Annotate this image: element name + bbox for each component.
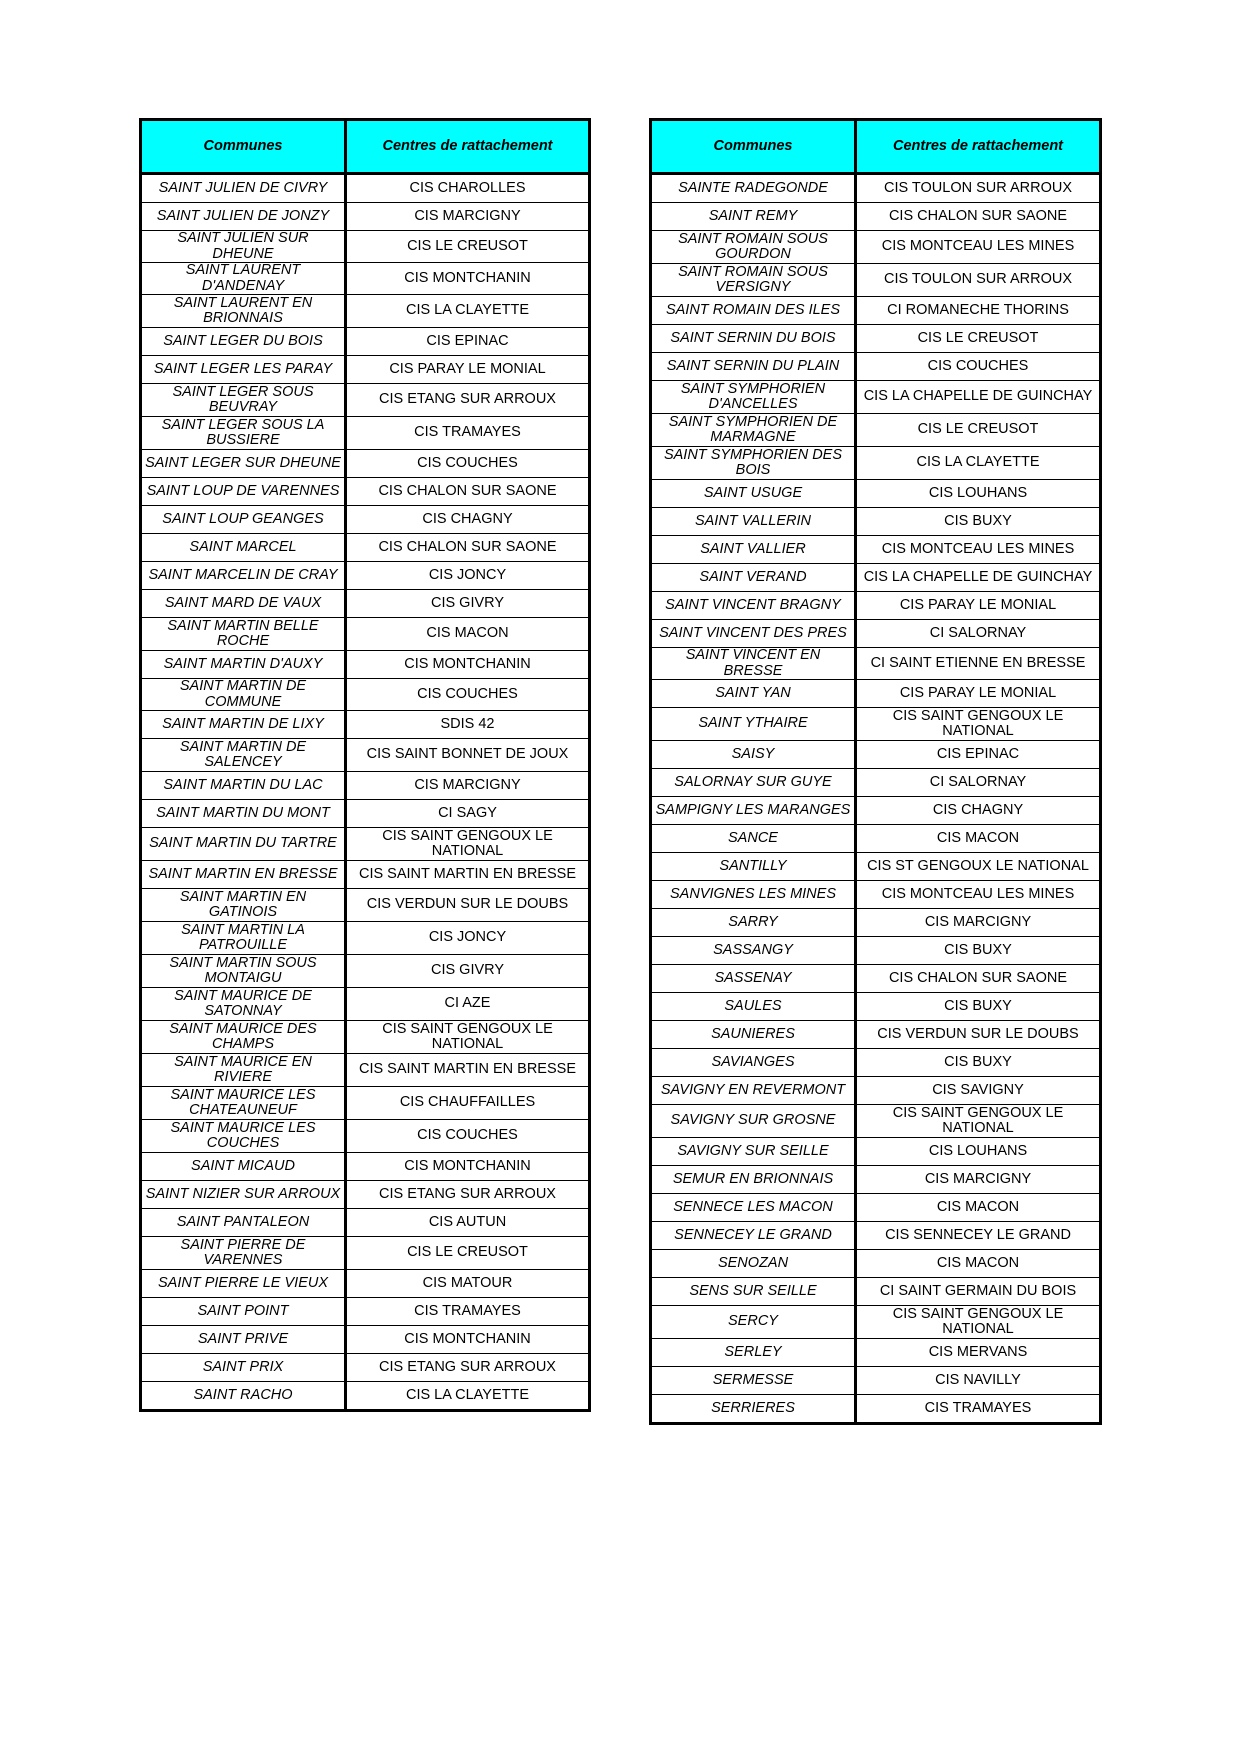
- commune-cell: SANTILLY: [651, 853, 856, 881]
- table-row: [651, 231, 1101, 264]
- centre-cell: CI SAINT GERMAIN DU BOIS: [856, 1278, 1101, 1306]
- centre-cell: CIS LE CREUSOT: [346, 1237, 590, 1270]
- table-row: [651, 174, 1101, 203]
- centre-cell: CIS SAINT GENGOUX LE NATIONAL: [856, 1306, 1101, 1339]
- table-row: [651, 414, 1101, 447]
- centre-cell: CIS COUCHES: [346, 450, 590, 478]
- commune-cell: SALORNAY SUR GUYE: [651, 769, 856, 797]
- table-row: [651, 825, 1101, 853]
- centre-cell: CIS TOULON SUR ARROUX: [856, 264, 1101, 297]
- table-row: [651, 381, 1101, 414]
- table-body-left: [141, 174, 590, 1411]
- centre-cell: CIS SAINT MARTIN EN BRESSE: [346, 861, 590, 889]
- commune-cell: SAINT MARCEL: [141, 534, 346, 562]
- commune-cell: SAINT MARTIN EN GATINOIS: [141, 889, 346, 922]
- commune-cell: SAINT YTHAIRE: [651, 708, 856, 741]
- commune-cell: SANVIGNES LES MINES: [651, 881, 856, 909]
- commune-cell: SAINT MAURICE LES COUCHES: [141, 1120, 346, 1153]
- centre-cell: CIS TRAMAYES: [346, 417, 590, 450]
- centre-cell: CIS MACON: [856, 825, 1101, 853]
- table-row: [141, 1054, 590, 1087]
- table-row: [141, 263, 590, 295]
- table-row: [651, 203, 1101, 231]
- centre-cell: CIS MERVANS: [856, 1339, 1101, 1367]
- centre-cell: CIS TRAMAYES: [856, 1395, 1101, 1424]
- table-row: [651, 264, 1101, 297]
- table-row: [141, 800, 590, 828]
- centre-cell: CIS ETANG SUR ARROUX: [346, 1354, 590, 1382]
- table-row: [141, 772, 590, 800]
- commune-cell: SAINT MARTIN DU TARTRE: [141, 828, 346, 861]
- commune-cell: SAINT LEGER LES PARAY: [141, 356, 346, 384]
- table-row: [141, 988, 590, 1021]
- centre-cell: CIS LA CHAPELLE DE GUINCHAY: [856, 381, 1101, 414]
- centre-cell: CIS SAINT GENGOUX LE NATIONAL: [856, 708, 1101, 741]
- centre-cell: CIS PARAY LE MONIAL: [346, 356, 590, 384]
- table-row: [651, 1339, 1101, 1367]
- table-row: [141, 1087, 590, 1120]
- centre-cell: CI AZE: [346, 988, 590, 1021]
- commune-cell: SAINT JULIEN DE CIVRY: [141, 174, 346, 203]
- commune-cell: SAINT PIERRE DE VARENNES: [141, 1237, 346, 1270]
- commune-cell: SAINT MARTIN SOUS MONTAIGU: [141, 955, 346, 988]
- commune-cell: SERRIERES: [651, 1395, 856, 1424]
- centre-cell: CIS LE CREUSOT: [856, 325, 1101, 353]
- commune-cell: SAUNIERES: [651, 1021, 856, 1049]
- table-row: [141, 590, 590, 618]
- centre-cell: CIS SAINT GENGOUX LE NATIONAL: [346, 1021, 590, 1054]
- centre-cell: CIS COUCHES: [346, 1120, 590, 1153]
- commune-cell: SASSANGY: [651, 937, 856, 965]
- commune-cell: SAINT MARTIN DU LAC: [141, 772, 346, 800]
- commune-cell: SAVIGNY EN REVERMONT: [651, 1077, 856, 1105]
- table-row: [651, 881, 1101, 909]
- centre-cell: CIS SENNECEY LE GRAND: [856, 1222, 1101, 1250]
- commune-cell: SAINT VINCENT DES PRES: [651, 620, 856, 648]
- commune-cell: SAISY: [651, 741, 856, 769]
- centre-cell: CI SALORNAY: [856, 620, 1101, 648]
- table-row: [141, 174, 590, 203]
- centre-cell: SDIS 42: [346, 711, 590, 739]
- centre-cell: CIS MONTCEAU LES MINES: [856, 536, 1101, 564]
- commune-cell: SAINT YAN: [651, 680, 856, 708]
- commune-cell: SAMPIGNY LES MARANGES: [651, 797, 856, 825]
- table-row: [141, 1237, 590, 1270]
- centre-cell: CIS JONCY: [346, 922, 590, 955]
- centre-cell: CIS PARAY LE MONIAL: [856, 680, 1101, 708]
- table-row: [141, 651, 590, 679]
- centre-cell: CIS LOUHANS: [856, 1138, 1101, 1166]
- commune-cell: SAINT MAURICE LES CHATEAUNEUF: [141, 1087, 346, 1120]
- table-row: [651, 1367, 1101, 1395]
- commune-cell: SAINT LEGER DU BOIS: [141, 328, 346, 356]
- centre-cell: CIS SAINT GENGOUX LE NATIONAL: [856, 1105, 1101, 1138]
- table-row: [651, 1138, 1101, 1166]
- table-row: [141, 1209, 590, 1237]
- commune-cell: SAULES: [651, 993, 856, 1021]
- table-row: [141, 1382, 590, 1411]
- table-row: [651, 620, 1101, 648]
- centre-cell: CIS CHALON SUR SAONE: [346, 478, 590, 506]
- table-row: [651, 1166, 1101, 1194]
- commune-cell: SENNECE LES MACON: [651, 1194, 856, 1222]
- centre-cell: CIS TRAMAYES: [346, 1298, 590, 1326]
- commune-cell: SAINT REMY: [651, 203, 856, 231]
- centre-cell: CI SALORNAY: [856, 769, 1101, 797]
- centre-cell: CIS SAVIGNY: [856, 1077, 1101, 1105]
- table-row: [141, 417, 590, 450]
- commune-cell: SERCY: [651, 1306, 856, 1339]
- centre-cell: CIS MONTCHANIN: [346, 263, 590, 295]
- commune-cell: SAINT ROMAIN SOUS VERSIGNY: [651, 264, 856, 297]
- centre-cell: CIS LE CREUSOT: [346, 231, 590, 263]
- commune-cell: SAINT MARCELIN DE CRAY: [141, 562, 346, 590]
- centre-cell: CIS LE CREUSOT: [856, 414, 1101, 447]
- table-row: [141, 711, 590, 739]
- centre-cell: CIS LA CHAPELLE DE GUINCHAY: [856, 564, 1101, 592]
- table-row: [141, 1181, 590, 1209]
- table-row: [141, 384, 590, 417]
- centre-cell: CIS CHALON SUR SAONE: [856, 203, 1101, 231]
- table-row: [141, 450, 590, 478]
- centre-cell: CIS MONTCEAU LES MINES: [856, 231, 1101, 264]
- centre-cell: CIS BUXY: [856, 937, 1101, 965]
- centre-cell: CIS SAINT MARTIN EN BRESSE: [346, 1054, 590, 1087]
- table-row: [651, 1222, 1101, 1250]
- commune-cell: SAINT MARTIN D'AUXY: [141, 651, 346, 679]
- commune-cell: SERMESSE: [651, 1367, 856, 1395]
- commune-cell: SENNECEY LE GRAND: [651, 1222, 856, 1250]
- table-row: [651, 741, 1101, 769]
- commune-cell: SAINT MARTIN BELLE ROCHE: [141, 618, 346, 651]
- centre-cell: CIS TOULON SUR ARROUX: [856, 174, 1101, 203]
- table-body-right: [651, 174, 1101, 1424]
- table-row: [141, 955, 590, 988]
- commune-cell: SAINT SYMPHORIEN D'ANCELLES: [651, 381, 856, 414]
- commune-cell: SAVIGNY SUR GROSNE: [651, 1105, 856, 1138]
- commune-cell: SAINT MARTIN DU MONT: [141, 800, 346, 828]
- centre-cell: CIS CHALON SUR SAONE: [346, 534, 590, 562]
- table-row: [651, 769, 1101, 797]
- table-row: [651, 297, 1101, 325]
- commune-cell: SAINT PRIX: [141, 1354, 346, 1382]
- commune-cell: SAINT ROMAIN DES ILES: [651, 297, 856, 325]
- table-row: [651, 1077, 1101, 1105]
- table-row: [651, 680, 1101, 708]
- centre-cell: CIS LA CLAYETTE: [856, 447, 1101, 480]
- commune-cell: SAINT VINCENT BRAGNY: [651, 592, 856, 620]
- commune-cell: SAVIANGES: [651, 1049, 856, 1077]
- commune-cell: SAINT MARTIN EN BRESSE: [141, 861, 346, 889]
- centre-cell: CIS BUXY: [856, 1049, 1101, 1077]
- commune-cell: SAINT LEGER SOUS LA BUSSIERE: [141, 417, 346, 450]
- centre-cell: CIS ETANG SUR ARROUX: [346, 384, 590, 417]
- table-row: [141, 1270, 590, 1298]
- centre-cell: CIS MONTCHANIN: [346, 1153, 590, 1181]
- centre-cell: CIS EPINAC: [346, 328, 590, 356]
- centre-cell: CIS MONTCHANIN: [346, 651, 590, 679]
- centre-cell: CIS CHAROLLES: [346, 174, 590, 203]
- table-row: [141, 739, 590, 772]
- centre-cell: CI SAINT ETIENNE EN BRESSE: [856, 648, 1101, 680]
- commune-cell: SAINT MARTIN DE LIXY: [141, 711, 346, 739]
- table-row: [651, 1021, 1101, 1049]
- centre-cell: CIS MARCIGNY: [856, 1166, 1101, 1194]
- centre-cell: CIS MACON: [856, 1250, 1101, 1278]
- table-row: [651, 708, 1101, 741]
- centre-cell: CIS GIVRY: [346, 590, 590, 618]
- table-row: [141, 506, 590, 534]
- centre-cell: CIS SAINT GENGOUX LE NATIONAL: [346, 828, 590, 861]
- centre-cell: CIS LA CLAYETTE: [346, 1382, 590, 1411]
- table-row: [141, 861, 590, 889]
- table-row: [651, 508, 1101, 536]
- header-centres: Centres de rattachement: [856, 120, 1101, 174]
- commune-cell: SAINT JULIEN SUR DHEUNE: [141, 231, 346, 263]
- centre-cell: CIS MACON: [346, 618, 590, 651]
- commune-cell: SAINT SYMPHORIEN DE MARMAGNE: [651, 414, 856, 447]
- centre-cell: CIS AUTUN: [346, 1209, 590, 1237]
- table-row: [651, 1194, 1101, 1222]
- table-row: [141, 1326, 590, 1354]
- commune-cell: SAINT RACHO: [141, 1382, 346, 1411]
- centre-cell: CIS LOUHANS: [856, 480, 1101, 508]
- centre-cell: CIS COUCHES: [856, 353, 1101, 381]
- centre-cell: CIS EPINAC: [856, 741, 1101, 769]
- commune-cell: SAINT MARTIN DE SALENCEY: [141, 739, 346, 772]
- commune-cell: SAINT PRIVE: [141, 1326, 346, 1354]
- commune-cell: SAINT LEGER SOUS BEUVRAY: [141, 384, 346, 417]
- centre-cell: CIS VERDUN SUR LE DOUBS: [346, 889, 590, 922]
- table-row: [651, 937, 1101, 965]
- centre-cell: CIS LA CLAYETTE: [346, 295, 590, 328]
- table-row: [141, 478, 590, 506]
- header-communes: Communes: [141, 120, 346, 174]
- commune-cell: SAINT USUGE: [651, 480, 856, 508]
- centre-cell: CIS JONCY: [346, 562, 590, 590]
- centre-cell: CIS CHALON SUR SAONE: [856, 965, 1101, 993]
- commune-cell: SAINT MARD DE VAUX: [141, 590, 346, 618]
- table-row: [651, 993, 1101, 1021]
- commune-cell: SAINT LAURENT D'ANDENAY: [141, 263, 346, 295]
- table-row: [651, 648, 1101, 680]
- centre-cell: CIS GIVRY: [346, 955, 590, 988]
- centre-cell: CIS COUCHES: [346, 679, 590, 711]
- table-row: [651, 1278, 1101, 1306]
- table-row: [651, 965, 1101, 993]
- table-row: [651, 353, 1101, 381]
- centre-cell: CIS MONTCHANIN: [346, 1326, 590, 1354]
- centre-cell: CIS MACON: [856, 1194, 1101, 1222]
- commune-cell: SAINT LOUP DE VARENNES: [141, 478, 346, 506]
- centre-cell: CIS ST GENGOUX LE NATIONAL: [856, 853, 1101, 881]
- commune-cell: SAINTE RADEGONDE: [651, 174, 856, 203]
- table-row: [141, 295, 590, 328]
- table-row: [141, 231, 590, 263]
- table-row: [651, 797, 1101, 825]
- commune-cell: SARRY: [651, 909, 856, 937]
- commune-cell: SAINT SERNIN DU PLAIN: [651, 353, 856, 381]
- table-row: [651, 325, 1101, 353]
- commune-cell: SAINT PIERRE LE VIEUX: [141, 1270, 346, 1298]
- table-row: [651, 480, 1101, 508]
- centre-cell: CIS CHAGNY: [346, 506, 590, 534]
- table-row: [141, 679, 590, 711]
- table-row: [141, 889, 590, 922]
- centre-cell: CIS SAINT BONNET DE JOUX: [346, 739, 590, 772]
- table-row: [141, 1021, 590, 1054]
- table-row: [651, 592, 1101, 620]
- centre-cell: CIS CHAUFFAILLES: [346, 1087, 590, 1120]
- table-row: [141, 203, 590, 231]
- centre-cell: CIS NAVILLY: [856, 1367, 1101, 1395]
- table-row: [651, 909, 1101, 937]
- commune-cell: SASSENAY: [651, 965, 856, 993]
- table-row: [141, 922, 590, 955]
- commune-cell: SAINT VALLIER: [651, 536, 856, 564]
- header-row: [141, 120, 590, 174]
- centre-cell: CI ROMANECHE THORINS: [856, 297, 1101, 325]
- centre-cell: CIS VERDUN SUR LE DOUBS: [856, 1021, 1101, 1049]
- table-row: [141, 618, 590, 651]
- commune-cell: SAINT VERAND: [651, 564, 856, 592]
- table-row: [651, 564, 1101, 592]
- commune-cell: SAVIGNY SUR SEILLE: [651, 1138, 856, 1166]
- table-row: [651, 536, 1101, 564]
- commune-cell: SAINT MAURICE EN RIVIERE: [141, 1054, 346, 1087]
- commune-cell: SAINT LAURENT EN BRIONNAIS: [141, 295, 346, 328]
- commune-cell: SEMUR EN BRIONNAIS: [651, 1166, 856, 1194]
- header-centres: Centres de rattachement: [346, 120, 590, 174]
- commune-cell: SAINT SYMPHORIEN DES BOIS: [651, 447, 856, 480]
- commune-cell: SAINT ROMAIN SOUS GOURDON: [651, 231, 856, 264]
- table-row: [141, 534, 590, 562]
- commune-cell: SENOZAN: [651, 1250, 856, 1278]
- commune-cell: SENS SUR SEILLE: [651, 1278, 856, 1306]
- commune-cell: SERLEY: [651, 1339, 856, 1367]
- commune-cell: SAINT VINCENT EN BRESSE: [651, 648, 856, 680]
- centre-cell: CIS PARAY LE MONIAL: [856, 592, 1101, 620]
- centre-cell: CIS MARCIGNY: [346, 203, 590, 231]
- centre-cell: CIS MATOUR: [346, 1270, 590, 1298]
- commune-cell: SAINT MAURICE DE SATONNAY: [141, 988, 346, 1021]
- commune-cell: SAINT MAURICE DES CHAMPS: [141, 1021, 346, 1054]
- table-row: [141, 1298, 590, 1326]
- table-row: [141, 828, 590, 861]
- table-row: [141, 562, 590, 590]
- commune-cell: SAINT JULIEN DE JONZY: [141, 203, 346, 231]
- commune-cell: SAINT NIZIER SUR ARROUX: [141, 1181, 346, 1209]
- table-row: [141, 1120, 590, 1153]
- header-communes: Communes: [651, 120, 856, 174]
- communes-table-left: [139, 118, 591, 1412]
- table-row: [141, 1354, 590, 1382]
- commune-cell: SAINT VALLERIN: [651, 508, 856, 536]
- commune-cell: SAINT MARTIN LA PATROUILLE: [141, 922, 346, 955]
- commune-cell: SAINT MICAUD: [141, 1153, 346, 1181]
- centre-cell: CIS BUXY: [856, 508, 1101, 536]
- table-row: [651, 447, 1101, 480]
- centre-cell: CIS ETANG SUR ARROUX: [346, 1181, 590, 1209]
- table-row: [651, 1306, 1101, 1339]
- commune-cell: SAINT LOUP GEANGES: [141, 506, 346, 534]
- centre-cell: CIS MONTCEAU LES MINES: [856, 881, 1101, 909]
- table-row: [651, 1250, 1101, 1278]
- table-row: [651, 1049, 1101, 1077]
- centre-cell: CI SAGY: [346, 800, 590, 828]
- centre-cell: CIS MARCIGNY: [856, 909, 1101, 937]
- commune-cell: SAINT MARTIN DE COMMUNE: [141, 679, 346, 711]
- table-row: [141, 356, 590, 384]
- commune-cell: SAINT SERNIN DU BOIS: [651, 325, 856, 353]
- centre-cell: CIS BUXY: [856, 993, 1101, 1021]
- header-row: [651, 120, 1101, 174]
- table-row: [651, 853, 1101, 881]
- centre-cell: CIS MARCIGNY: [346, 772, 590, 800]
- table-row: [141, 328, 590, 356]
- table-row: [651, 1395, 1101, 1424]
- commune-cell: SANCE: [651, 825, 856, 853]
- centre-cell: CIS CHAGNY: [856, 797, 1101, 825]
- communes-table-right: [649, 118, 1102, 1425]
- table-row: [141, 1153, 590, 1181]
- commune-cell: SAINT PANTALEON: [141, 1209, 346, 1237]
- commune-cell: SAINT POINT: [141, 1298, 346, 1326]
- commune-cell: SAINT LEGER SUR DHEUNE: [141, 450, 346, 478]
- table-row: [651, 1105, 1101, 1138]
